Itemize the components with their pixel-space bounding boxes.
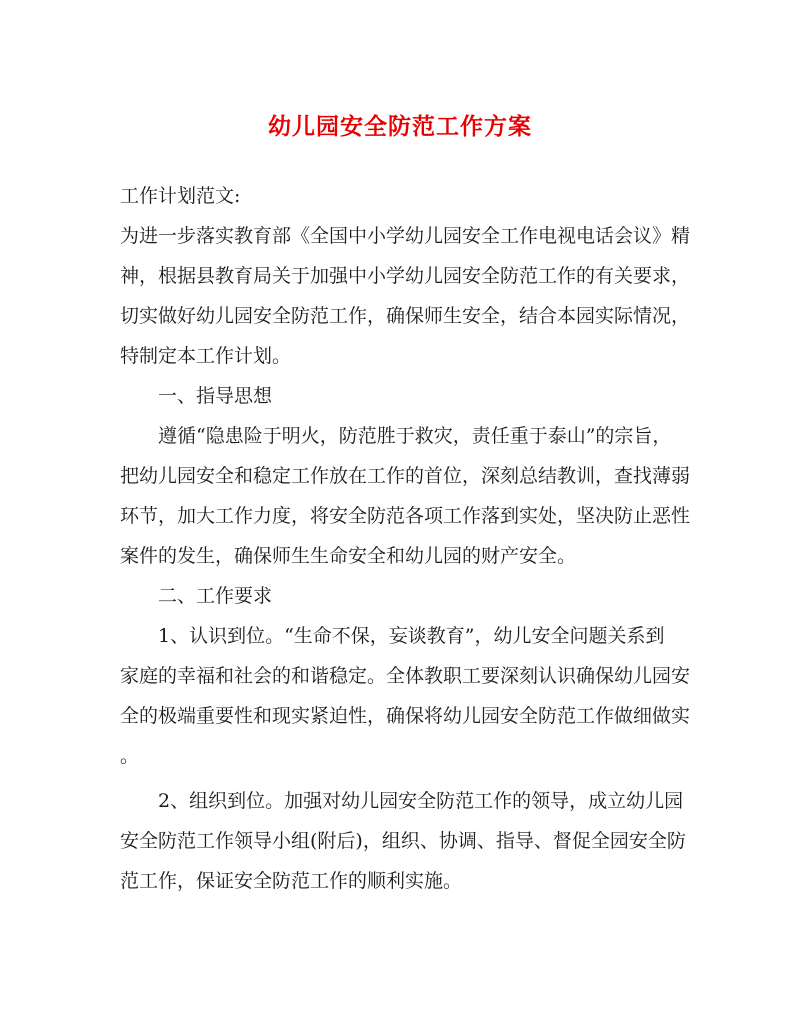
section-heading-guiding-ideology: 一、指导思想 — [158, 385, 273, 407]
paragraph-guiding-line: 案件的发生，确保师生生命安全和幼儿园的财产安全。 — [120, 545, 577, 567]
paragraph-requirement-2-line: 安全防范工作领导小组(附后)，组织、协调、指导、督促全园安全防 — [120, 830, 686, 852]
paragraph-intro-line: 特制定本工作计划。 — [120, 345, 292, 367]
paragraph-intro-line: 为进一步落实教育部《全国中小学幼儿园安全工作电视电话会议》精 — [120, 225, 691, 247]
line-subtitle: 工作计划范文: — [120, 185, 241, 207]
paragraph-requirement-1-line: 全的极端重要性和现实紧迫性，确保将幼儿园安全防范工作做细做实 — [120, 705, 691, 727]
paragraph-requirement-2-line: 范工作，保证安全防范工作的顺利实施。 — [120, 870, 463, 892]
document-title: 幼儿园安全防范工作方案 — [268, 113, 532, 140]
paragraph-requirement-1-line: 1、认识到位。“生命不保，妄谈教育”，幼儿安全问题关系到 — [158, 625, 665, 647]
paragraph-guiding-line: 把幼儿园安全和稳定工作放在工作的首位，深刻总结教训，查找薄弱 — [120, 465, 691, 487]
paragraph-guiding-line: 遵循“隐患险于明火，防范胜于救灾，责任重于泰山”的宗旨， — [158, 425, 672, 447]
paragraph-requirement-1-line: 家庭的幸福和社会的和谐稳定。全体教职工要深刻认识确保幼儿园安 — [120, 665, 691, 687]
document-body — [120, 176, 691, 901]
paragraph-intro-line: 神，根据县教育局关于加强中小学幼儿园安全防范工作的有关要求， — [120, 265, 691, 287]
paragraph-guiding-line: 环节，加大工作力度，将安全防范各项工作落到实处，坚决防止恶性 — [120, 505, 691, 527]
paragraph-intro-line: 切实做好幼儿园安全防范工作，确保师生安全，结合本园实际情况， — [120, 305, 691, 327]
paragraph-requirement-2-line: 2、组织到位。加强对幼儿园安全防范工作的领导，成立幼儿园 — [158, 790, 684, 812]
paragraph-requirement-1-line: 。 — [120, 745, 140, 767]
section-heading-work-requirements: 二、工作要求 — [158, 585, 273, 607]
